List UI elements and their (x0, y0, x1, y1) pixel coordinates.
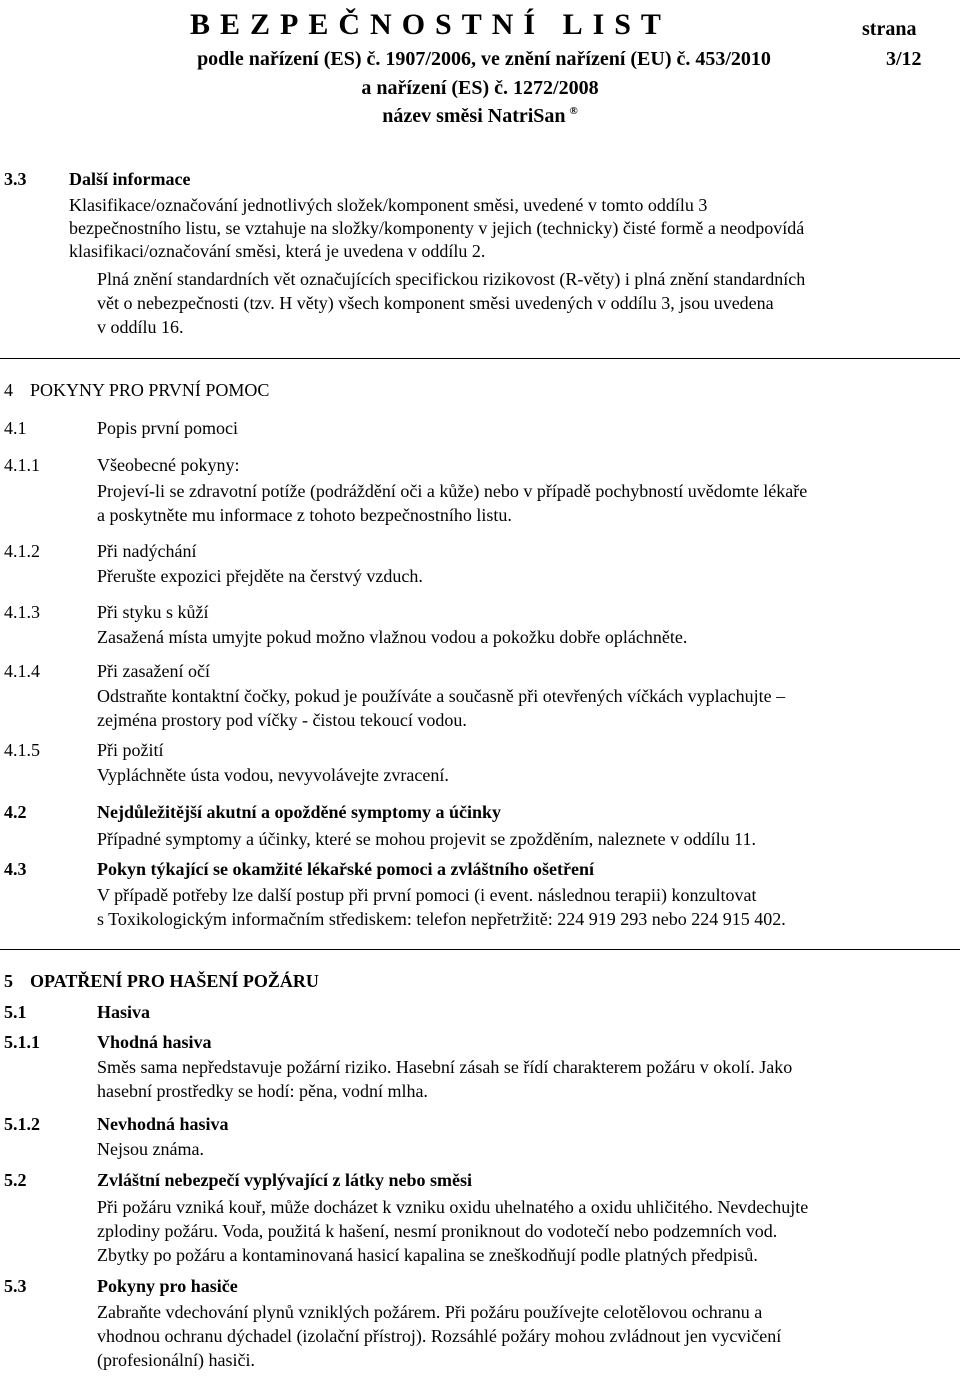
section-5-2-title: Zvláštní nebezpečí vyplývající z látky nebo směsi (97, 1170, 472, 1190)
section-5-2-text: Zbytky po požáru a kontaminovaná hasicí kapalina se zneškodňují podle platných předpisů. (97, 1245, 758, 1265)
section-5-1-1-title: Vhodná hasiva (97, 1032, 212, 1052)
section-3-3-text: v oddílu 16. (97, 317, 184, 337)
section-5-3-title: Pokyny pro hasiče (97, 1276, 238, 1296)
section-4-1-5-title: Při požití (97, 740, 164, 760)
registered-mark: ® (569, 105, 578, 118)
section-5-3-text: Zabraňte vdechování plynů vzniklých požárem. Při požáru používejte celotělovou ochranu a (97, 1302, 763, 1322)
section-4-1-2-title: Při nadýchání (97, 541, 197, 561)
section-5-2-text: zplodiny požáru. Voda, použitá k hašení, nesmí proniknout do vodotečí nebo podzemních vod. (97, 1221, 778, 1241)
section-4-1-4-text: Odstraňte kontaktní čočky, pokud je používáte a současně při otevřených víčkách vyplachujte – (97, 686, 786, 706)
section-5-3-number: 5.3 (4, 1276, 27, 1296)
section-4-1-title: Popis první pomoci (97, 418, 239, 438)
section-4-1-3-text: Zasažená místa umyjte pokud možno vlažnou vodou a pokožku dobře opláchněte. (97, 627, 688, 647)
section-3-3-number: 3.3 (4, 169, 27, 189)
section-4-1-1-title: Všeobecné pokyny: (97, 455, 240, 475)
section-4-1-3-number: 4.1.3 (4, 602, 40, 622)
product-name-line (0, 105, 960, 128)
section-5-1-title: Hasiva (97, 1002, 151, 1022)
section-5-1-2-number: 5.1.2 (4, 1114, 40, 1134)
section-divider (0, 949, 960, 950)
section-4-3-text: V případě potřeby lze další postup při první pomoci (i event. následnou terapii) konzultovat (97, 885, 757, 905)
section-4-2-title: Nejdůležitější akutní a opožděné symptomy a účinky (97, 802, 502, 822)
regulation-line-1: podle nařízení (ES) č. 1907/2006, ve znění nařízení (EU) č. 453/2010 (197, 48, 771, 70)
section-3-3-text: Plná znění standardních vět označujících specifickou rizikovost (R-věty) i plná znění standardních (97, 269, 806, 289)
section-3-3-text: bezpečnostního listu, se vztahuje na složky/komponenty v jejich (technicky) čisté formě a neodpovídá (69, 218, 805, 238)
regulation-line-2: a nařízení (ES) č. 1272/2008 (361, 77, 599, 99)
page-number: 3/12 (886, 48, 922, 70)
section-5-3-text: vhodnou ochranu dýchadel (izolační přístroj). Rozsáhlé požáry mohou zvládnout jen vycvičení (97, 1326, 782, 1346)
section-5-1-2-title: Nevhodná hasiva (97, 1114, 229, 1134)
section-4-3-text: s Toxikologickým informačním střediskem: telefon nepřetržitě: 224 919 293 nebo 224 915 402. (97, 909, 786, 929)
section-3-3-title: Další informace (69, 169, 191, 189)
section-4-3-number: 4.3 (4, 859, 27, 879)
section-4-1-number: 4.1 (4, 418, 27, 438)
section-4-1-2-text: Přerušte expozici přejděte na čerstvý vzduch. (97, 566, 423, 586)
section-4-1-4-text: zejména prostory pod víčky - čistou tekoucí vodou. (97, 710, 467, 730)
section-3-3-text: Klasifikace/označování jednotlivých složek/komponent směsi, uvedené v tomto oddílu 3 (69, 195, 708, 215)
section-divider (0, 358, 960, 359)
page-label: strana (862, 18, 917, 40)
section-5-2-text: Při požáru vzniká kouř, může docházet k vzniku oxidu uhelnatého a oxidu uhličitého. Nevdechujte (97, 1197, 809, 1217)
section-5-3-text: (profesionální) hasiči. (97, 1350, 255, 1370)
section-4-1-1-text: Projeví-li se zdravotní potíže (podráždění oči a kůže) nebo v případě pochybností uvědomte lékaře (97, 481, 808, 501)
section-4-1-1-text: a poskytněte mu informace z tohoto bezpečnostního listu. (97, 505, 512, 525)
product-name: název směsi NatriSan (382, 105, 566, 127)
section-4-1-4-number: 4.1.4 (4, 661, 40, 681)
section-4-1-5-text: Vypláchněte ústa vodou, nevyvolávejte zvracení. (97, 765, 449, 785)
section-5-2-number: 5.2 (4, 1170, 27, 1190)
section-4-title: POKYNY PRO PRVNÍ POMOC (30, 380, 270, 400)
section-4-1-5-number: 4.1.5 (4, 740, 40, 760)
section-5-number: 5 (4, 971, 13, 991)
section-4-3-title: Pokyn týkající se okamžité lékařské pomoci a zvláštního ošetření (97, 859, 594, 879)
section-5-1-number: 5.1 (4, 1002, 27, 1022)
section-4-1-3-title: Při styku s kůží (97, 602, 209, 622)
section-4-number: 4 (4, 380, 13, 400)
section-3-3-text: vět o nebezpečnosti (tzv. H věty) všech komponent směsi uvedených v oddílu 3, jsou uvedena (97, 293, 774, 313)
section-5-1-2-text: Nejsou známa. (97, 1139, 204, 1159)
section-5-1-1-number: 5.1.1 (4, 1032, 40, 1052)
section-4-2-number: 4.2 (4, 802, 27, 822)
section-5-1-1-text: Směs sama nepředstavuje požární riziko. Hasební zásah se řídí charakterem požáru v okolí. Jako (97, 1057, 793, 1077)
section-4-1-2-number: 4.1.2 (4, 541, 40, 561)
section-5-1-1-text: hasební prostředky se hodí: pěna, vodní mlha. (97, 1081, 428, 1101)
section-3-3-text: klasifikaci/označování směsi, která je uvedena v oddílu 2. (69, 241, 486, 261)
section-4-2-text: Případné symptomy a účinky, které se mohou projevit se zpožděním, naleznete v oddílu 11. (97, 829, 757, 849)
section-4-1-4-title: Při zasažení očí (97, 661, 210, 681)
section-4-1-1-number: 4.1.1 (4, 455, 40, 475)
document-title: BEZPEČNOSTNÍ LIST (190, 8, 671, 41)
section-5-title: OPATŘENÍ PRO HAŠENÍ POŽÁRU (30, 971, 319, 991)
